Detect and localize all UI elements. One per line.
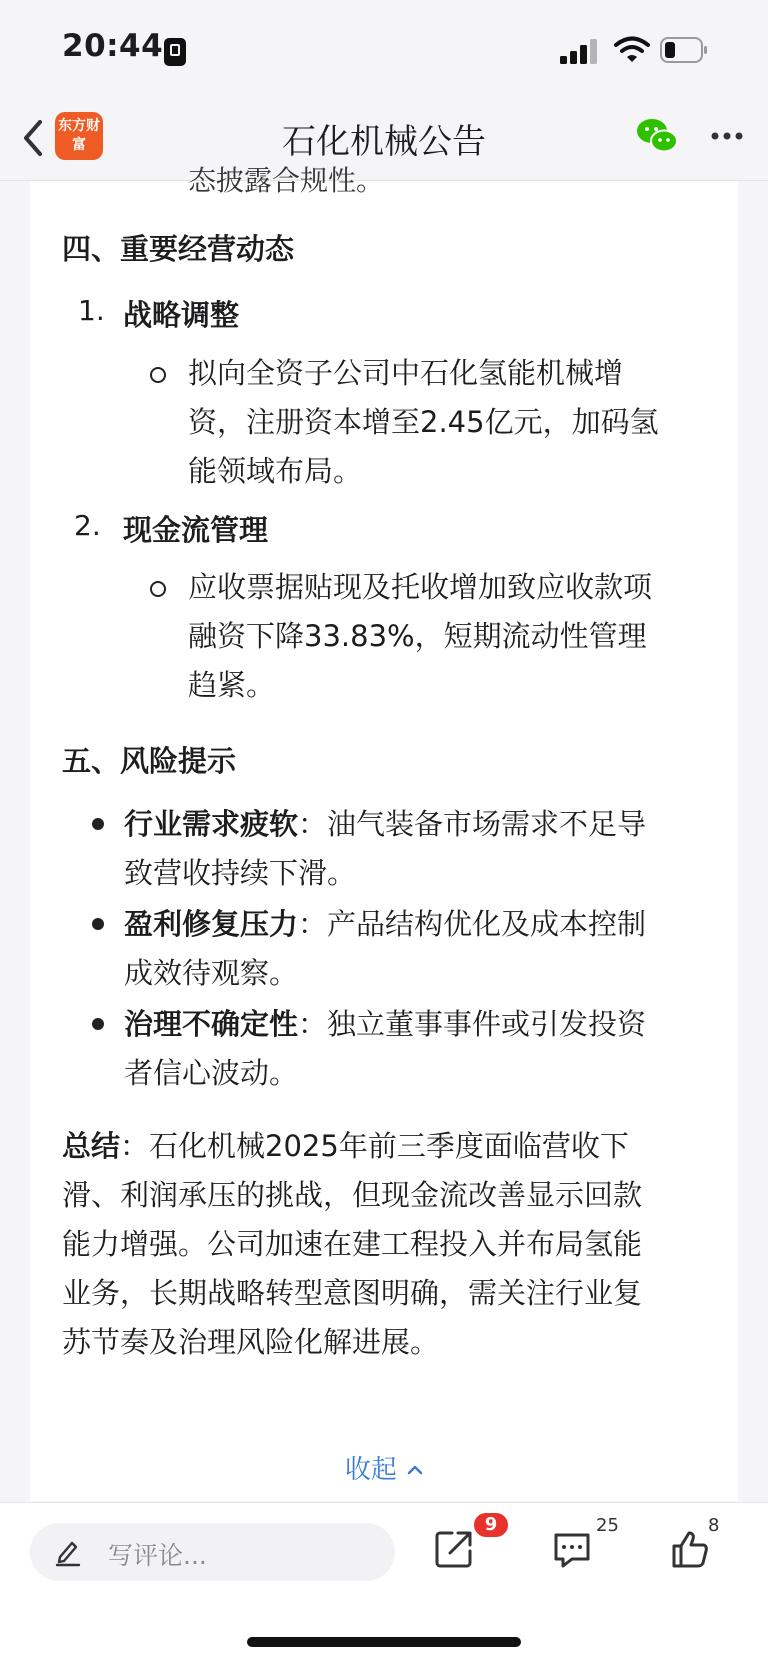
more-options-icon[interactable] [710,130,744,142]
app-logo[interactable]: 东方财富 [55,112,103,160]
comment-icon[interactable] [552,1531,592,1569]
circle-bullet-icon [150,367,166,383]
list-item-text: 拟向全资子公司中石化氢能机械增 资，注册资本增至2.45亿元，加码氢 能领域布局。 [188,356,659,488]
wechat-share-icon[interactable] [635,116,679,156]
sim-card-icon [164,38,186,66]
bottom-action-bar [0,1502,768,1664]
list-number: 1. [78,294,105,327]
bullet-icon [92,818,104,830]
battery-icon [660,37,708,63]
share-icon[interactable] [434,1529,474,1569]
list-item-text: 应收票据贴现及托收增加致应收款项 融资下降33.83%，短期流动性管理 趋紧。 [188,570,653,702]
wifi-icon [614,36,650,64]
risk-item: 盈利修复压力：产品结构优化及成本控制 成效待观察。 [124,907,647,990]
cellular-signal-icon [560,38,600,64]
bullet-icon [92,1018,104,1030]
section-heading-business: 四、重要经营动态 [62,232,295,266]
comment-input[interactable] [30,1523,395,1581]
home-indicator[interactable] [247,1637,521,1647]
chevron-up-icon [407,1464,423,1476]
risk-item: 治理不确定性：独立董事事件或引发投资 者信心波动。 [124,1007,647,1090]
collapse-button[interactable] [30,1449,738,1486]
comment-placeholder: 写评论... [108,1541,207,1570]
risk-item: 行业需求疲软：油气装备市场需求不足导 致营收持续下滑。 [124,807,647,890]
thumbs-up-icon[interactable] [670,1529,710,1569]
page-title: 石化机械公告 [282,122,486,162]
clipped-previous-text: 态披露合规性。 [188,164,385,197]
like-count: 8 [708,1515,720,1536]
comment-count: 25 [596,1515,619,1536]
list-item-title: 战略调整 [123,298,240,332]
list-number: 2. [74,509,101,542]
back-arrow-icon[interactable] [18,116,48,160]
status-time: 20:44 [62,28,164,64]
bullet-icon [92,918,104,930]
share-count-badge: 9 [474,1513,508,1537]
collapse-label: 收起 [344,1455,397,1485]
list-item-title: 现金流管理 [123,513,269,547]
status-bar [0,0,768,100]
pen-icon [54,1537,82,1567]
section-heading-risk: 五、风险提示 [62,744,237,778]
summary-paragraph: 总结：石化机械2025年前三季度面临营收下 滑、利润承压的挑战，但现金流改善显示回款 能力增强。公司加速在建工程投入并布局氢能 业务，长期战略转型意图明确，需关注行业复 苏节奏及治理风险化解进展。 [62,1129,643,1359]
announcement-content [30,164,738,1501]
circle-bullet-icon [150,581,166,597]
